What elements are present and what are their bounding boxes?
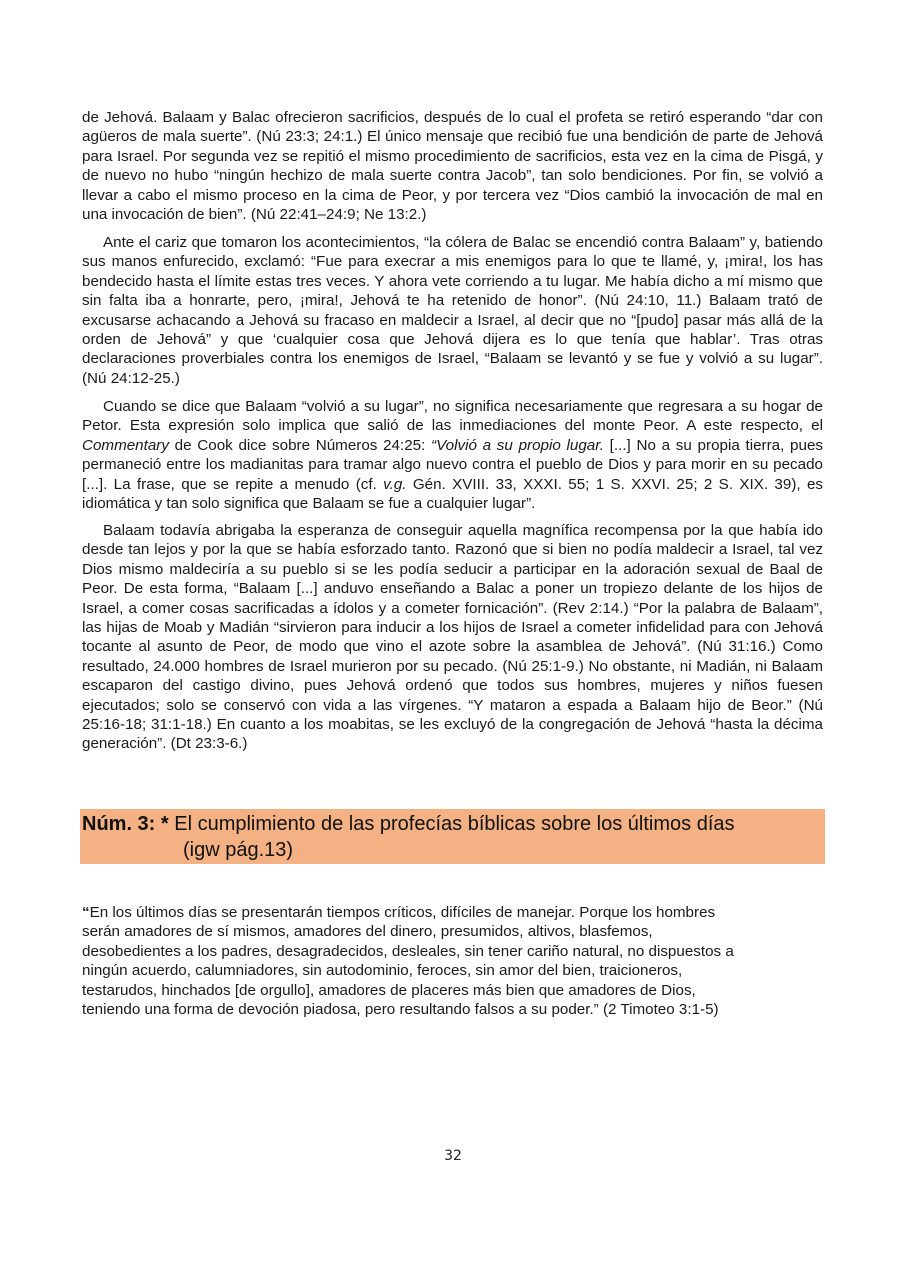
heading-title: El cumplimiento de las profecías bíblicas sobre los últimos días [168,813,735,835]
text-segment: Cuando se dice que Balaam “volvió a su lugar”, no significa necesariamente que regresara a su hogar de Petor. Esta expresión solo implica que salió de las inmediaciones del monte Peor. A este respecto, el [82,398,823,435]
quote-line: teniendo una forma de devoción piadosa, pero resultando falsos a su poder.” (2 Timoteo 3:1-5) [82,1001,719,1019]
text-segment: [...] No a su propia tierra, pues permaneció entre los madianitas para tramar algo nuevo contra el pueblo de Dios y para morir en su pecado [...]. La frase, que se repite a menudo (cf. [82,436,823,493]
quote-line: testarudos, hinchados [de orgullo], amadores de placeres más bien que amadores de Dios, [82,981,696,999]
italic-title-commentary: Commentary [82,436,169,454]
text-segment: de Jehová. Balaam y Balac ofrecieron sacrificios, después de lo cual el profeta se retiró esperando “dar con agüeros de mala suerte”. (Nú 23:3; 24:1.) El único mensaje que recibió fue una bendición de parte de Jehová para Israel. Por segunda vez se repitió el mismo procedimiento de sacrificios, esta vez en la cima de Pisgá, y de nuevo no hubo “ningún hechizo de mala suerte contra Jacob”, tan solo bendiciones. Por fin, se volvió a llevar a cabo el mismo proceso en la cima de Peor, y por tercera vez “Dios cambió la invocación de mal en una invocación de bien”. (Nú 22:41–24:9; Ne 13:2.) [82,109,823,224]
paragraph-text [82,233,823,388]
quote-line: serán amadores de sí mismos, amadores del dinero, presumidos, altivos, blasfemos, [82,923,653,941]
heading-label: Núm. 3: * [82,813,169,835]
paragraph-1 [82,108,823,224]
text-segment: Gén. XVIII. 33, XXXI. 55; 1 S. XXVI. 25; 2 S. XIX. 39), es idiomática y tan solo significa que Balaam se fue a cualquier lugar”. [82,475,823,513]
heading-line-2: (igw pág.13) [183,839,294,861]
text-segment: Ante el cariz que tomaron los acontecimientos, “la cólera de Balac se encendió contra Balaam” y, batiendo sus manos enfurecido, exclamó: “Fue para execrar a mis enemigos para lo que te llamé, y, ¡mira!, los has bendecido hasta el límite estas tres veces. Y ahora vete corriendo a tu lugar. Me había dicho a mí mismo que sin falta iba a honrarte, pero, ¡mira!, Jehová te ha retenido de honor”. (Nú 24:10, 11.) Balaam trató de excusarse achacando a Jehová su fracaso en maldecir a Israel, al decir que no “[pudo] pasar más allá de la orden de Jehová” y que ‘cualquier cosa que Jehová dijera es lo que tenía que hablar’. Tras otras declaraciones proverbiales contra los enemigos de Israel, “Balaam se levantó y se fue y volvió a su lugar”. (Nú 24:12-25.) [82,234,823,387]
quote-line [82,903,823,922]
text-segment: Balaam todavía abrigaba la esperanza de conseguir aquella magnífica recompensa por la que había ido desde tan lejos y por la que se había esforzado tanto. Razonó que si bien no podía maldecir a Israel, tal vez Dios mismo maldeciría a su pueblo si se les podía seducir a participar en la adoración sexual de Baal de Peor. De esta forma, “Balaam [...] anduvo enseñando a Balac a poner un tropiezo delante de los hijos de Israel, a comer cosas sacrificadas a ídolos y a cometer fornicación”. (Rev 2:14.) “Por la palabra de Balaam”, las hijas de Moab y Madián “sirvieron para inducir a los hijos de Israel a cometer infidelidad para con Jehová tocante al asunto de Peor, de modo que vino el azote sobre la asamblea de Jehová”. (Nú 31:16.) Como resultado, 24.000 hombres de Israel murieron por su pecado. (Nú 25:1-9.) No obstante, ni Madián, ni Balaam escaparon del castigo divino, pues Jehová ordenó que todos sus hombres, mujeres y niños fuesen ejecutados; solo se conservó con vida a las vírgenes. “Y mataron a espada a Balaam hijo de Beor.” (Nú 25:16-18; 31:1-18.) En cuanto a los moabitas, se les excluyó de la congregación de Jehová “hasta la décima generación”. (Dt 23:3-6.) [82,522,823,753]
paragraph-4 [82,521,823,754]
paragraph-2 [82,233,823,388]
paragraph-text [82,521,823,754]
quote-line: ningún acuerdo, calumniadores, sin autodominio, feroces, sin amor del bien, traicioneros, [82,962,683,980]
italic-quote: “Volvió a su propio lugar. [431,436,604,454]
paragraph-3 [82,397,823,513]
paragraph-text [82,397,823,513]
open-quote-mark: “ [82,904,90,921]
section-heading [80,809,825,864]
italic-abbreviation: v.g. [383,475,407,493]
scripture-quote [82,903,823,1019]
text-segment: de Cook dice sobre Números 24:25: [168,436,432,454]
paragraph-text [82,108,823,224]
page-number: 32 [444,1148,462,1164]
quote-line: desobedientes a los padres, desagradecidos, desleales, sin tener cariño natural, no dispuestos a [82,942,734,960]
quote-line-text: En los últimos días se presentarán tiempos críticos, difíciles de manejar. Porque los hombres [89,904,716,921]
heading-line-1 [82,811,735,837]
